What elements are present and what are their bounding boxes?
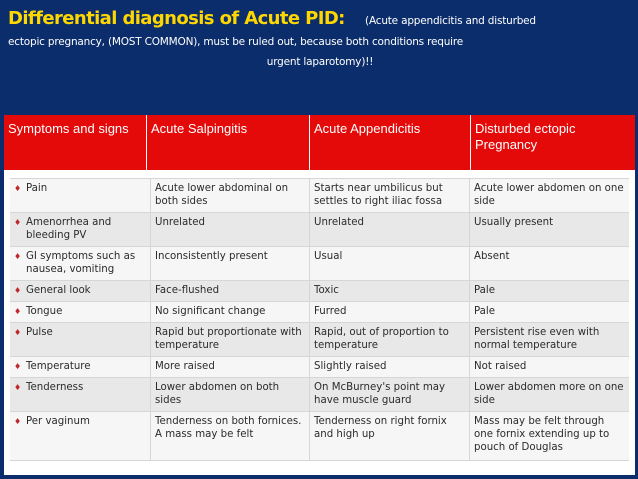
sign-cell: [10, 213, 151, 246]
sign-label: General look: [26, 285, 91, 296]
ectopic-cell: Pale: [474, 306, 496, 317]
sign-cell: [10, 302, 151, 322]
bullet-icon: ♦: [14, 252, 22, 261]
salpingitis-cell: Acute lower abdominal on both sides: [151, 179, 310, 212]
appendicitis-cell: Starts near umbilicus but settles to right iliac fossa: [310, 179, 470, 212]
bullet-icon: ♦: [14, 184, 22, 193]
sign-label: Tenderness: [26, 382, 84, 393]
appendicitis-cell: Furred: [310, 302, 470, 322]
sign-label: Pain: [26, 183, 48, 194]
sign-cell: [10, 179, 151, 212]
comparison-table: [4, 115, 635, 475]
header-salpingitis: Acute Salpingitis: [147, 115, 310, 170]
table-row: [10, 302, 629, 323]
appendicitis-cell: Slightly raised: [310, 357, 470, 377]
title-line1-tail: (Acute appendicitis and disturbed: [365, 15, 536, 27]
table-header-row: [4, 115, 635, 170]
table-row: [10, 378, 629, 412]
bullet-icon: ♦: [14, 286, 22, 295]
appendicitis-cell: On McBurney's point may have muscle guard: [310, 378, 470, 411]
salpingitis-cell: Tenderness on both fornices. A mass may be felt: [151, 412, 310, 460]
ectopic-cell: Usually present: [474, 217, 554, 228]
title-line3: urgent laparotomy)!!: [266, 56, 374, 68]
bullet-icon: ♦: [14, 328, 22, 337]
header-symptoms: Symptoms and signs: [4, 115, 147, 170]
sign-label: Pulse: [26, 327, 53, 338]
salpingitis-cell: Inconsistently present: [151, 247, 310, 280]
sign-cell: [10, 247, 151, 280]
appendicitis-cell: Rapid, out of proportion to temperature: [310, 323, 470, 356]
sign-label: Tongue: [26, 306, 63, 317]
table-body-inner: [10, 178, 629, 461]
salpingitis-cell: Unrelated: [151, 213, 310, 246]
salpingitis-cell: More raised: [151, 357, 310, 377]
ectopic-cell: Mass may be felt through one fornix extending up to pouch of Douglas: [474, 416, 610, 453]
table-row: [10, 412, 629, 461]
header-appendicitis: Acute Appendicitis: [310, 115, 471, 170]
bullet-icon: ♦: [14, 218, 22, 227]
table-row: [10, 281, 629, 302]
sign-cell: [10, 378, 151, 411]
appendicitis-cell: Toxic: [310, 281, 470, 301]
title-line2: ectopic pregnancy, (MOST COMMON), must be ruled out, because both conditions require: [8, 36, 464, 48]
ectopic-cell: Pale: [474, 285, 496, 296]
table-row: [10, 179, 629, 213]
ectopic-cell: Not raised: [474, 361, 527, 372]
sign-label: Per vaginum: [26, 416, 90, 427]
salpingitis-cell: Lower abdomen on both sides: [151, 378, 310, 411]
sign-cell: [10, 323, 151, 356]
header-ectopic: Disturbed ectopic Pregnancy: [475, 121, 576, 152]
table-row: [10, 357, 629, 378]
sign-cell: [10, 281, 151, 301]
slide-title: [8, 8, 632, 72]
ectopic-cell: Lower abdomen more on one side: [474, 382, 624, 406]
sign-cell: [10, 357, 151, 377]
appendicitis-cell: Unrelated: [310, 213, 470, 246]
bullet-icon: ♦: [14, 383, 22, 392]
headline: Differential diagnosis of Acute PID:: [8, 8, 345, 29]
salpingitis-cell: Rapid but proportionate with temperature: [151, 323, 310, 356]
table-row: [10, 213, 629, 247]
salpingitis-cell: Face-flushed: [151, 281, 310, 301]
appendicitis-cell: Usual: [310, 247, 470, 280]
sign-label: Amenorrhea and bleeding PV: [26, 217, 112, 241]
sign-label: Temperature: [26, 361, 91, 372]
ectopic-cell: Persistent rise even with normal temperature: [474, 327, 600, 351]
ectopic-cell: Acute lower abdomen on one side: [474, 183, 624, 207]
bullet-icon: ♦: [14, 362, 22, 371]
table-row: [10, 247, 629, 281]
salpingitis-cell: No significant change: [151, 302, 310, 322]
bullet-icon: ♦: [14, 417, 22, 426]
sign-label: GI symptoms such as nausea, vomiting: [26, 251, 136, 275]
appendicitis-cell: Tenderness on right fornix and high up: [310, 412, 470, 460]
table-body: [4, 174, 635, 475]
table-row: [10, 323, 629, 357]
sign-cell: [10, 412, 151, 460]
ectopic-cell: Absent: [474, 251, 510, 262]
bullet-icon: ♦: [14, 307, 22, 316]
